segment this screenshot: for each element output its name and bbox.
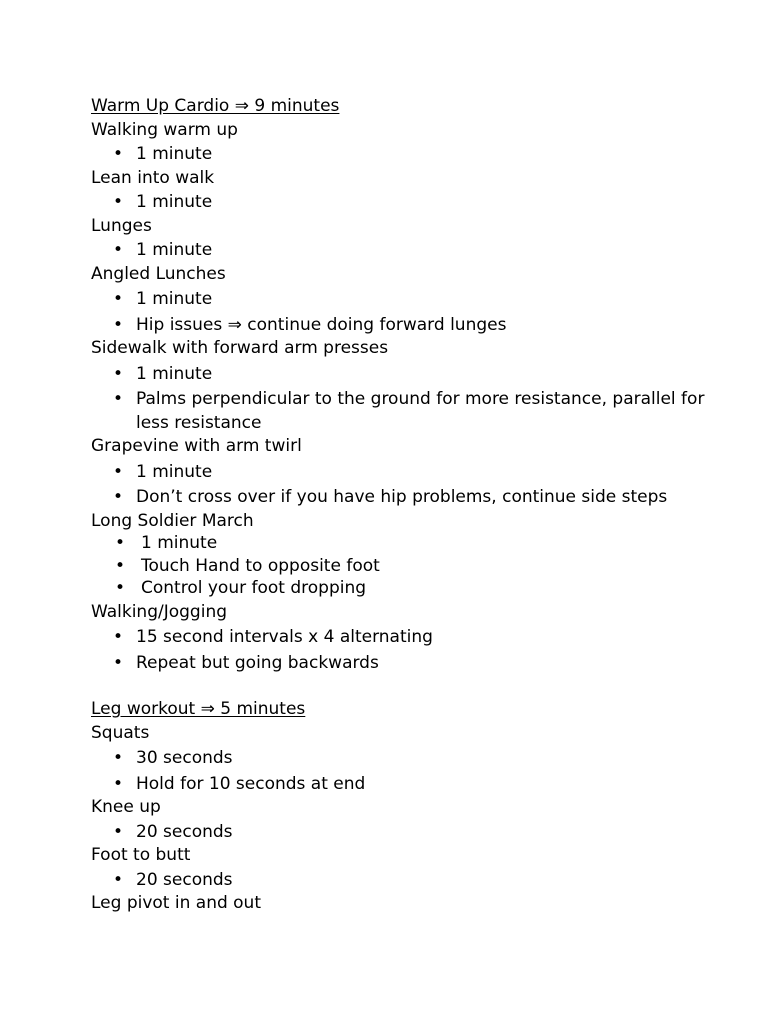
list-item: • Don’t cross over if you have hip problems, continue side steps — [91, 486, 731, 510]
list-item: • Touch Hand to opposite foot — [91, 555, 731, 579]
bullet-list — [91, 461, 731, 510]
bullet-list — [91, 239, 731, 263]
section-heading: Leg workout ⇒ 5 minutes — [91, 699, 306, 719]
list-item: • 1 minute — [91, 143, 731, 167]
bullet-dot: • — [113, 748, 124, 768]
bullet-dot: • — [113, 240, 124, 260]
section-spacer — [91, 675, 731, 698]
list-item: • Palms perpendicular to the ground for more resistance, parallel for less resistance — [113, 389, 705, 433]
bullet-dot: • — [115, 555, 126, 576]
exercise-name: Walking warm up — [91, 119, 238, 140]
bullet-dot: • — [113, 869, 124, 890]
exercise-name: Grapevine with arm twirl — [91, 436, 302, 456]
bullet-dot: • — [113, 821, 124, 842]
bullet-list — [91, 143, 731, 167]
bullet-dot: • — [113, 627, 124, 647]
exercise-name: Lean into walk — [91, 167, 215, 188]
bullet-dot: • — [113, 314, 124, 335]
list-item: • 15 second intervals x 4 alternating — [91, 626, 731, 650]
list-item: • 30 seconds — [91, 747, 731, 771]
bullet-dot: • — [113, 487, 124, 507]
bullet-dot: • — [113, 461, 124, 482]
list-item: • 1 minute — [91, 363, 731, 387]
bullet-list — [91, 363, 731, 436]
exercise-name: Angled Lunches — [91, 263, 226, 284]
bullet-list — [91, 747, 731, 796]
bullet-dot: • — [115, 578, 126, 598]
exercise-name: Lunges — [91, 215, 152, 236]
document-page — [91, 95, 731, 916]
exercise-name: Walking/Jogging — [91, 601, 228, 622]
bullet-list — [91, 821, 731, 845]
bullet-dot: • — [113, 773, 124, 794]
exercise-name: Leg pivot in and out — [91, 893, 261, 913]
list-item: • 1 minute — [91, 532, 731, 556]
bullet-dot: • — [115, 533, 126, 553]
list-item: • 20 seconds — [91, 821, 731, 845]
list-item: • 1 minute — [91, 461, 731, 485]
bullet-dot: • — [113, 289, 124, 309]
list-item: • 20 seconds — [91, 869, 731, 893]
list-item: • 1 minute — [91, 239, 731, 263]
list-item: • Control your foot dropping — [91, 577, 731, 601]
list-item: • Hold for 10 seconds at end — [91, 773, 731, 797]
bullet-dot: • — [113, 144, 124, 164]
bullet-dot: • — [113, 652, 124, 673]
bullet-list — [91, 288, 731, 337]
section-heading: Warm Up Cardio ⇒ 9 minutes — [91, 96, 340, 116]
exercise-name: Foot to butt — [91, 845, 191, 865]
list-item: • Repeat but going backwards — [91, 652, 731, 676]
section-warm-up — [91, 95, 731, 675]
list-item: • 1 minute — [91, 288, 731, 312]
bullet-list — [91, 532, 731, 601]
section-leg-workout — [91, 698, 731, 916]
exercise-name: Squats — [91, 722, 150, 743]
bullet-list — [91, 869, 731, 893]
exercise-name: Sidewalk with forward arm presses — [91, 338, 389, 358]
bullet-dot: • — [113, 389, 124, 409]
bullet-dot: • — [113, 192, 124, 212]
list-item: • Hip issues ⇒ continue doing forward lunges — [91, 314, 731, 338]
bullet-list — [91, 191, 731, 215]
exercise-name: Knee up — [91, 797, 161, 817]
list-item: • 1 minute — [91, 191, 731, 215]
bullet-dot: • — [113, 363, 124, 384]
bullet-list — [91, 626, 731, 675]
exercise-name: Long Soldier March — [91, 510, 254, 531]
